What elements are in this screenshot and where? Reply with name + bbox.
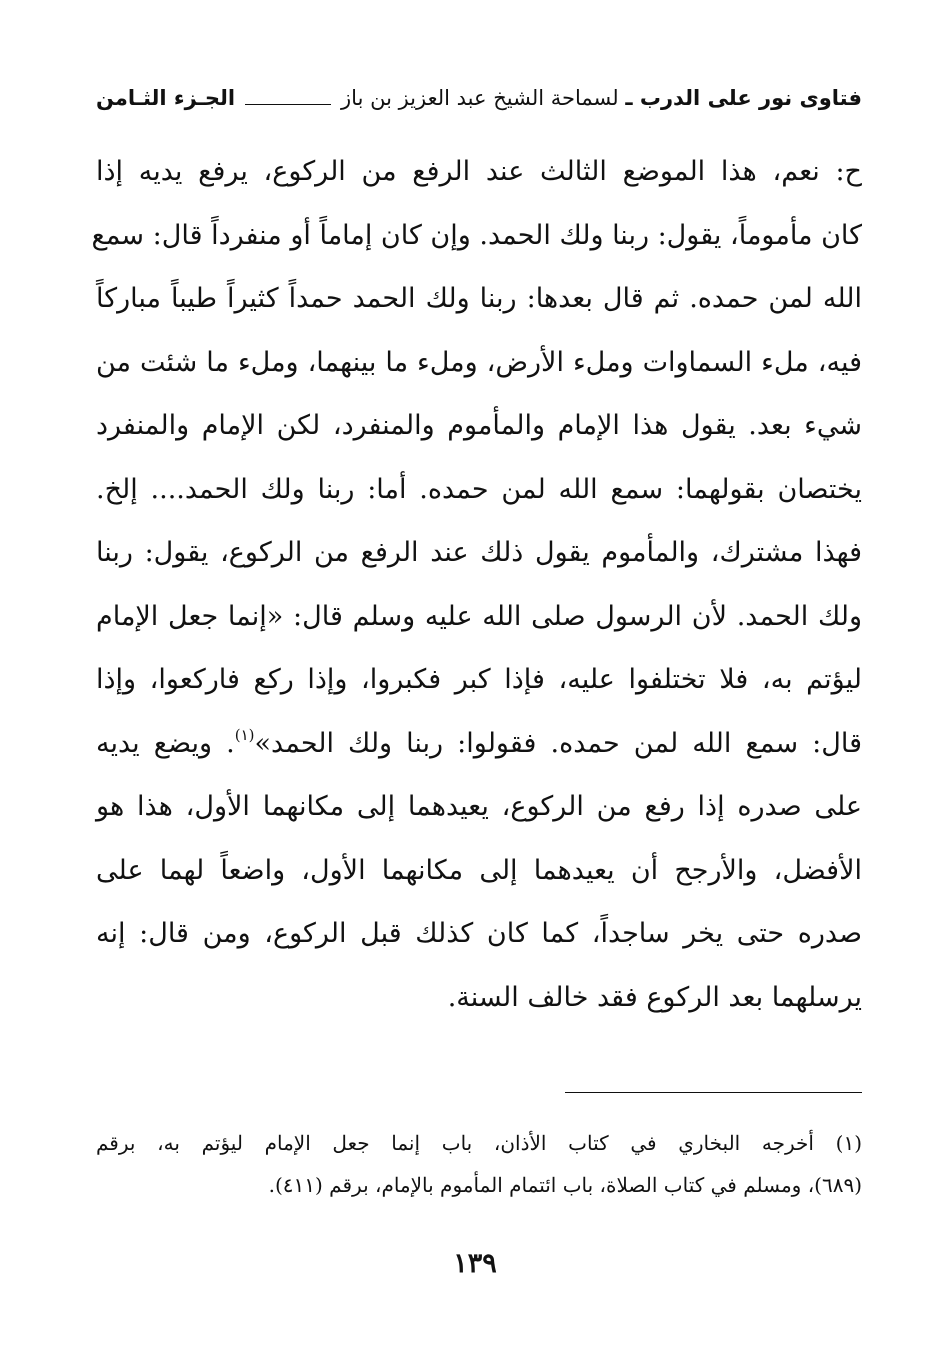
text-line: ولك الحمد. لأن الرسول صلى الله عليه وسلم قال: «إنما جعل الإمام [96, 600, 862, 632]
text-line: فيه، ملء السماوات وملء الأرض، وملء ما بينهما، وملء ما شئت من [96, 346, 862, 378]
text-line: كان مأموماً، يقول: ربنا ولك الحمد. وإن كان إماماً أو منفرداً قال: سمع [91, 219, 862, 251]
text-line: فهذا مشترك، والمأموم يقول ذلك عند الرفع من الركوع، يقول: ربنا [96, 537, 862, 568]
part-label: الجـزء الثـامن [96, 86, 236, 110]
footnote-line: (١) أخرجه البخاري في كتاب الأذان، باب إنما جعل الإمام ليؤتم به، برقم [96, 1131, 862, 1155]
footnote-reference[interactable]: (١) [234, 725, 255, 744]
page-number: ١٣٩ [453, 1248, 497, 1279]
text-line: صدره حتى يخر ساجداً، كما كان كذلك قبل الركوع، ومن قال: إنه [96, 918, 862, 949]
text-line: على صدره إذا رفع من الركوع، يعيدهما إلى مكانهما الأول، هذا هو [96, 791, 862, 822]
text-line: ح: نعم، هذا الموضع الثالث عند الرفع من الركوع، يرفع يديه إذا [96, 156, 862, 187]
footnotes [96, 1122, 862, 1206]
footnote-line: (٦٨٩)، ومسلم في كتاب الصلاة، باب ائتمام المأموم بالإمام، برقم (٤١١). [268, 1173, 862, 1197]
text-line-segment: . ويضع يديه [96, 727, 235, 759]
header-rule [245, 104, 331, 105]
text-line: شيء بعد. يقول هذا الإمام والمأموم والمنفرد، لكن الإمام والمنفرد [96, 410, 862, 441]
text-line: يرسلهما بعد الركوع فقد خالف السنة. [447, 981, 862, 1013]
main-text [91, 140, 862, 1029]
footnote-separator [565, 1092, 862, 1093]
text-line-segment: قال: سمع الله لمن حمده. فقولوا: ربنا ولك الحمد» [254, 727, 862, 759]
text-line: الله لمن حمده. ثم قال بعدها: ربنا ولك الحمد حمداً كثيراً طيباً مباركاً [96, 283, 862, 314]
text-line: الأفضل، والأرجح أن يعيدهما إلى مكانهما الأول، واضعاً لهما على [96, 854, 862, 886]
running-header [96, 78, 862, 118]
author-name: لسماحة الشيخ عبد العزيز بن باز [341, 86, 619, 110]
text-line: ليؤتم به، فلا تختلفوا عليه، فإذا كبر فكبروا، وإذا ركع فاركعوا، وإذا [96, 664, 862, 695]
text-line-with-footnote [96, 712, 862, 776]
book-title: فتاوى نور على الدرب ـ [625, 86, 862, 110]
text-line: يختصان بقولهما: سمع الله لمن حمده. أما: ربنا ولك الحمد.... إلخ. [96, 473, 862, 505]
header-title-group [341, 86, 862, 110]
